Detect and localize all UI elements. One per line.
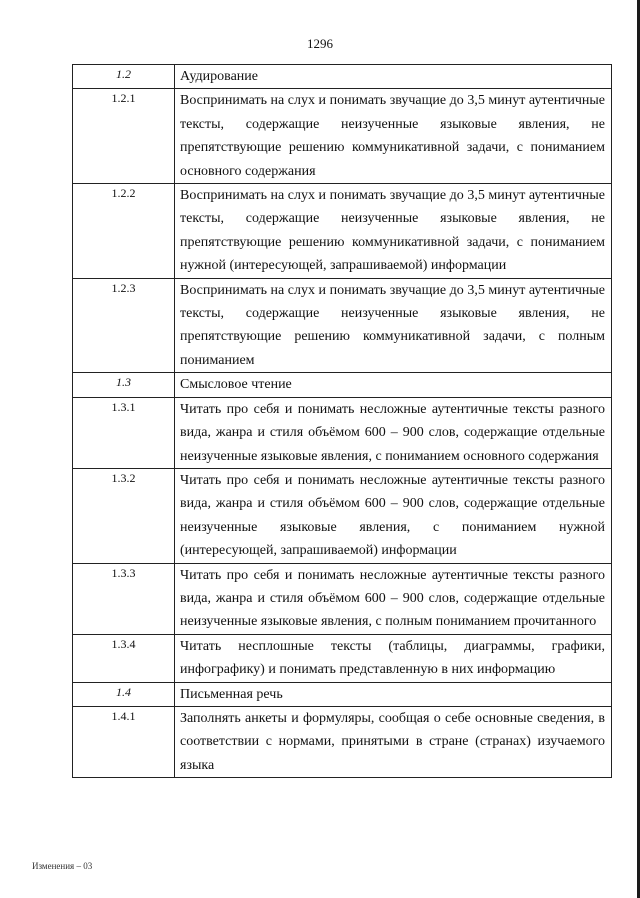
- table-row: [73, 706, 612, 777]
- table-row: [73, 278, 612, 373]
- table-body: [73, 65, 612, 778]
- section-title-cell: Смысловое чтение: [175, 373, 612, 397]
- requirement-text-cell: Читать про себя и понимать несложные аутентичные тексты разного вида, жанра и стиля объёмом 600 – 900 слов, содержащие отдельные неизученные языковые явления, с пониманием нужной (интересующей, запрашиваемой) информации: [175, 468, 612, 563]
- requirements-table-container: [72, 64, 612, 778]
- row-number-cell: 1.4.1: [73, 706, 175, 777]
- requirement-text-cell: Читать про себя и понимать несложные аутентичные тексты разного вида, жанра и стиля объёмом 600 – 900 слов, содержащие отдельные неизученные языковые явления, с пониманием основного содержания: [175, 397, 612, 468]
- requirement-text-cell: Читать про себя и понимать несложные аутентичные тексты разного вида, жанра и стиля объёмом 600 – 900 слов, содержащие отдельные неизученные языковые явления, с полным пониманием прочитанного: [175, 563, 612, 634]
- section-heading-row: [73, 373, 612, 397]
- section-heading-row: [73, 682, 612, 706]
- row-number-cell: 1.3.1: [73, 397, 175, 468]
- section-title-cell: Письменная речь: [175, 682, 612, 706]
- requirement-text-cell: Заполнять анкеты и формуляры, сообщая о себе основные сведения, в соответствии с нормами, принятыми в стране (странах) изучаемого языка: [175, 706, 612, 777]
- section-title-cell: Аудирование: [175, 65, 612, 89]
- requirement-text-cell: Воспринимать на слух и понимать звучащие до 3,5 минут аутентичные тексты, содержащие неизученные языковые явления, не препятствующие решению коммуникативной задачи, с полным пониманием: [175, 278, 612, 373]
- row-number-cell: 1.3.2: [73, 468, 175, 563]
- table-row: [73, 634, 612, 682]
- table-row: [73, 468, 612, 563]
- row-number-cell: 1.2.3: [73, 278, 175, 373]
- row-number-cell: 1.2: [73, 65, 175, 89]
- table-row: [73, 89, 612, 184]
- page-number: 1296: [307, 36, 333, 51]
- table-row: [73, 397, 612, 468]
- row-number-cell: 1.2.2: [73, 184, 175, 279]
- row-number-cell: 1.3.3: [73, 563, 175, 634]
- table-row: [73, 563, 612, 634]
- row-number-cell: 1.2.1: [73, 89, 175, 184]
- table-row: [73, 184, 612, 279]
- footer-note: Изменения – 03: [32, 861, 93, 871]
- requirements-table: [72, 64, 612, 778]
- row-number-cell: 1.3.4: [73, 634, 175, 682]
- requirement-text-cell: Воспринимать на слух и понимать звучащие до 3,5 минут аутентичные тексты, содержащие неизученные языковые явления, не препятствующие решению коммуникативной задачи, с пониманием основного содержания: [175, 89, 612, 184]
- requirement-text-cell: Воспринимать на слух и понимать звучащие до 3,5 минут аутентичные тексты, содержащие неизученные языковые явления, не препятствующие решению коммуникативной задачи, с пониманием нужной (интересующей, запрашиваемой) информации: [175, 184, 612, 279]
- row-number-cell: 1.3: [73, 373, 175, 397]
- row-number-cell: 1.4: [73, 682, 175, 706]
- requirement-text-cell: Читать несплошные тексты (таблицы, диаграммы, графики, инфографику) и понимать представленную в них информацию: [175, 634, 612, 682]
- section-heading-row: [73, 65, 612, 89]
